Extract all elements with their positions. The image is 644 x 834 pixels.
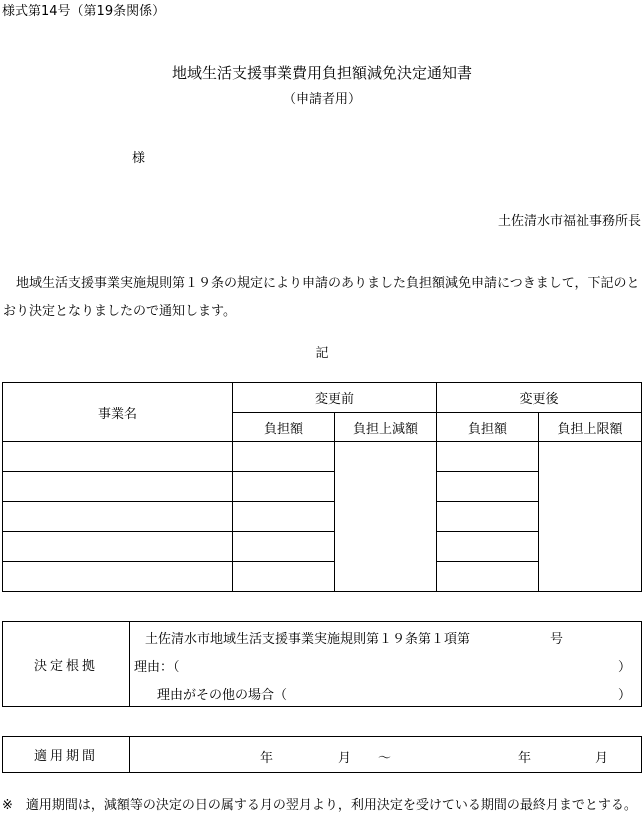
decision-basis-content: [130, 622, 642, 707]
burden-amount-cell[interactable]: [233, 472, 335, 502]
before-change-header: 変更前: [233, 383, 437, 413]
other-reason-label: 理由がその他の場合（: [157, 688, 288, 703]
service-name-cell[interactable]: [3, 442, 233, 472]
document-subtitle: （申請者用）: [282, 92, 361, 107]
rule-line: [130, 622, 641, 650]
rule-prefix: 土佐清水市地域生活支援事業実施規則第１９条第１項第: [145, 632, 471, 647]
burden-amount-after-cell[interactable]: [437, 472, 539, 502]
reason-close: ）: [618, 660, 632, 675]
period-tilde: ～: [378, 751, 392, 766]
amount-table: [2, 382, 642, 592]
reason-label: 理由：（: [134, 660, 180, 675]
burden-reduction-header: 負担上減額: [335, 413, 437, 442]
burden-amount-after-cell[interactable]: [437, 502, 539, 532]
burden-amount-cell[interactable]: [233, 562, 335, 592]
body-text: [3, 270, 641, 326]
burden-amount-after-header: 負担額: [437, 413, 539, 442]
service-name-header: 事業名: [3, 383, 233, 442]
issuer-name: 土佐清水市福祉事務所長: [497, 214, 641, 229]
burden-amount-after-cell[interactable]: [437, 442, 539, 472]
service-name-cell[interactable]: [3, 532, 233, 562]
burden-amount-after-cell[interactable]: [437, 562, 539, 592]
start-year-label: 年: [260, 751, 274, 766]
burden-reduction-cell[interactable]: [335, 442, 437, 592]
end-year-label: 年: [518, 751, 532, 766]
start-month-label: 月: [338, 751, 352, 766]
body-text-content: 地域生活支援事業実施規則第１９条の規定により申請のありました負担額減免申請につきまして，下記のとおり決定となりましたので通知します。: [3, 276, 640, 319]
burden-limit-cell[interactable]: [539, 442, 642, 592]
burden-amount-cell[interactable]: [233, 532, 335, 562]
rule-suffix: 号: [550, 632, 564, 647]
footnote: ※ 適用期間は，減額等の決定の日の属する月の翌月より，利用決定を受けている期間の最終月までとする。: [2, 798, 637, 813]
service-name-cell[interactable]: [3, 502, 233, 532]
service-name-cell[interactable]: [3, 562, 233, 592]
after-change-header: 変更後: [437, 383, 642, 413]
decision-basis-label: 決定根拠: [3, 622, 130, 707]
application-period-table: [2, 736, 642, 773]
application-period-label: 適用期間: [3, 737, 130, 773]
decision-basis-table: [2, 621, 642, 707]
recipient-honorific: 様: [132, 151, 146, 166]
form-number: 様式第14号（第19条関係）: [2, 4, 166, 19]
other-reason-line[interactable]: [130, 678, 641, 706]
burden-amount-after-cell[interactable]: [437, 532, 539, 562]
burden-amount-cell[interactable]: [233, 502, 335, 532]
burden-limit-header: 負担上限額: [539, 413, 642, 442]
end-month-label: 月: [595, 751, 609, 766]
other-reason-close: ）: [618, 688, 632, 703]
ki-heading: 記: [315, 346, 329, 361]
document-title: 地域生活支援事業費用負担額減免決定通知書: [171, 64, 472, 82]
service-name-cell[interactable]: [3, 472, 233, 502]
reason-line[interactable]: [130, 650, 641, 678]
application-period-value[interactable]: [130, 737, 642, 773]
burden-amount-cell[interactable]: [233, 442, 335, 472]
burden-amount-header: 負担額: [233, 413, 335, 442]
